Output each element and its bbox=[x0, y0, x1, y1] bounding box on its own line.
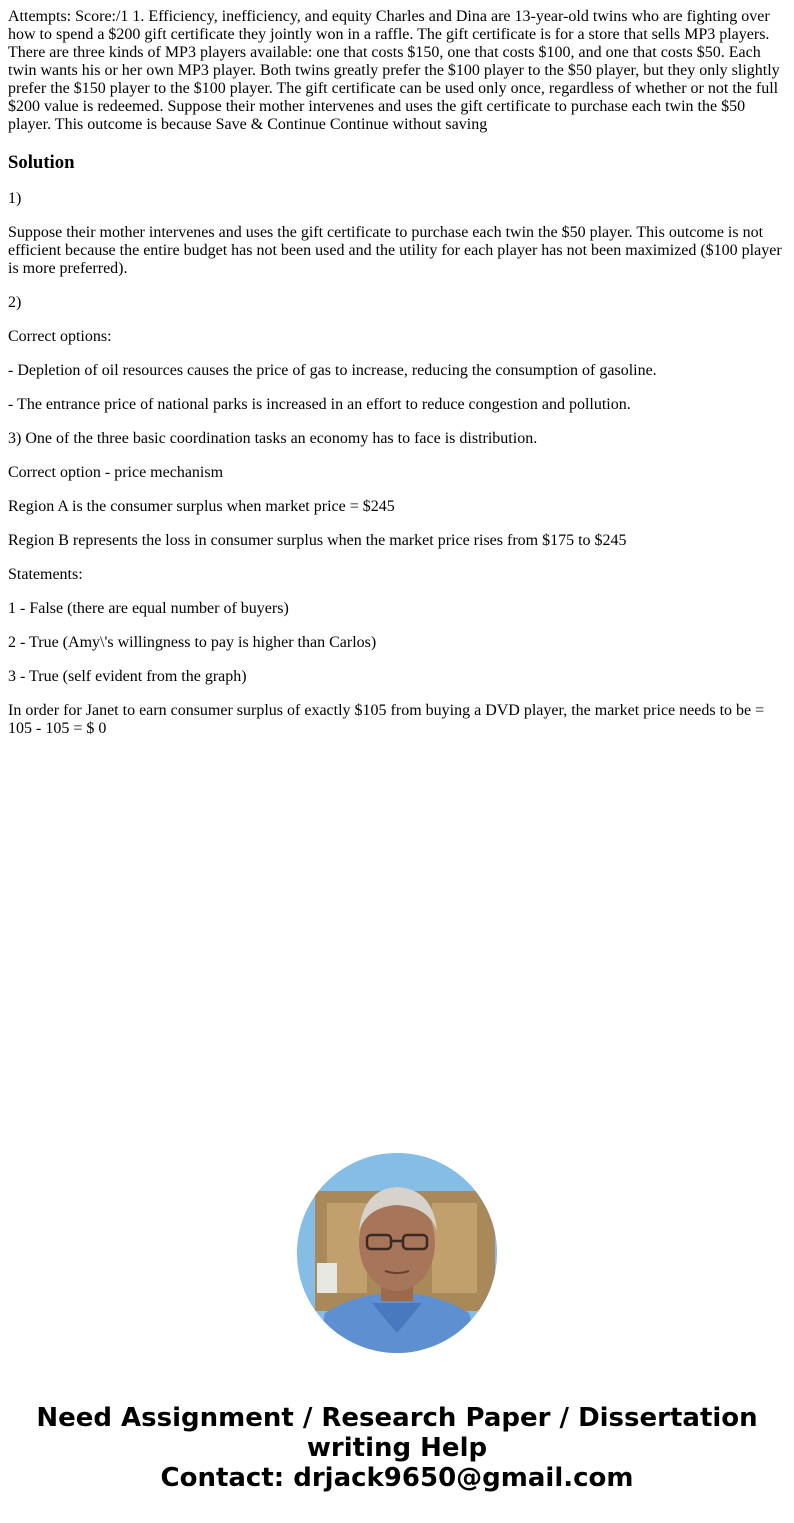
solution-paragraph: Region A is the consumer surplus when market price = $245 bbox=[8, 498, 395, 515]
solution-paragraph: - Depletion of oil resources causes the price of gas to increase, reducing the consumption of gasoline. bbox=[8, 362, 657, 379]
solution-paragraph: 1) bbox=[8, 190, 22, 207]
contact-line: Contact: drjack9650@gmail.com bbox=[160, 1463, 634, 1493]
solution-heading: Solution bbox=[8, 152, 75, 173]
solution-paragraph: In order for Janet to earn consumer surplus of exactly $105 from buying a DVD player, the market price needs to be = 105 - 105 = $ 0 bbox=[8, 702, 765, 737]
solution-paragraph: 3) One of the three basic coordination tasks an economy has to face is distribution. bbox=[8, 430, 538, 447]
avatar bbox=[297, 1153, 497, 1353]
solution-paragraph: 1 - False (there are equal number of buyers) bbox=[8, 600, 289, 617]
promo-text bbox=[0, 1403, 794, 1493]
solution-paragraph: Region B represents the loss in consumer surplus when the market price rises from $175 to $245 bbox=[8, 532, 627, 549]
promo-section bbox=[0, 1153, 794, 1493]
promo-line: writing Help bbox=[306, 1433, 488, 1463]
solution-paragraph: 2 - True (Amy\'s willingness to pay is higher than Carlos) bbox=[8, 634, 377, 651]
solution-paragraph: Suppose their mother intervenes and uses the gift certificate to purchase each twin the $50 player. This outcome is not efficient because the entire budget has not been used and the utility for each player has not been maximized ($100 player is more preferred). bbox=[8, 224, 782, 277]
solution-paragraph: Correct option - price mechanism bbox=[8, 464, 224, 481]
solution-paragraph: Statements: bbox=[8, 566, 83, 583]
solution-paragraph: - The entrance price of national parks is increased in an effort to reduce congestion and pollution. bbox=[8, 396, 631, 413]
document-body bbox=[0, 0, 794, 738]
solution-paragraph: 2) bbox=[8, 294, 22, 311]
solution-paragraph: 3 - True (self evident from the graph) bbox=[8, 668, 247, 685]
question-text: Attempts: Score:/1 1. Efficiency, inefficiency, and equity Charles and Dina are 13-year-old twins who are fighting over how to spend a $200 gift certificate they jointly won in a raffle. The gift certificate is for a store that sells MP3 players. There are three kinds of MP3 players available: one that costs $150, one that costs $100, and one that costs $50. Each twin wants his or her own MP3 player. Both twins greatly prefer the $100 player to the $50 player, but they only slightly prefer the $150 player to the $100 player. The gift certificate can be used only once, regardless of whether or not the full $200 value is redeemed. Suppose their mother intervenes and uses the gift certificate to purchase each twin the $50 player. This outcome is because Save & Continue Continue without saving bbox=[8, 8, 780, 133]
solution-body bbox=[8, 190, 786, 738]
solution-paragraph: Correct options: bbox=[8, 328, 112, 345]
person-portrait-image bbox=[297, 1153, 497, 1353]
promo-line: Need Assignment / Research Paper / Dissertation bbox=[36, 1403, 758, 1433]
